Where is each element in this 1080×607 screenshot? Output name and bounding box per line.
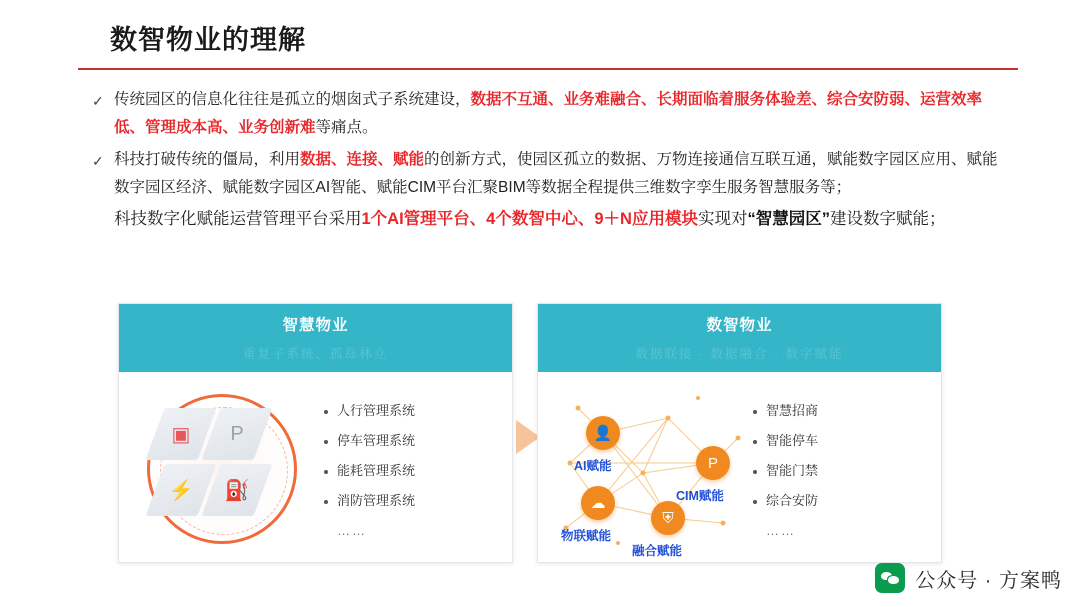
- card-smart-property: [118, 303, 513, 563]
- list-item: [753, 456, 923, 486]
- person-card-icon: ▣: [171, 423, 191, 446]
- list-item-label: 智能门禁: [766, 463, 819, 478]
- bullet-2-seg-2: 数据、连接、赋能: [300, 151, 425, 168]
- list-item-label: 综合安防: [766, 493, 819, 508]
- list-item: [324, 486, 494, 516]
- wechat-logo-icon: [875, 563, 905, 593]
- card-digital-property: [537, 303, 942, 563]
- card-left-header: [119, 304, 512, 372]
- list-item-label: 智慧招商: [766, 403, 819, 418]
- bullet-item-2: [92, 146, 1012, 202]
- node-iot-label: 物联赋能: [561, 529, 612, 543]
- node-ai-label: AI赋能: [574, 459, 612, 473]
- parking-icon: Ρ: [707, 454, 718, 472]
- list-item-label: 停车管理系统: [337, 433, 416, 448]
- list-item: [753, 486, 923, 516]
- watermark-text: 公众号 · 方案鸭: [915, 569, 1062, 592]
- card-left-title: 智慧物业: [282, 317, 349, 334]
- title-divider: [78, 68, 1018, 70]
- network-graphic: [548, 378, 763, 560]
- card-right-list: [753, 396, 923, 546]
- bullet-dot-icon: [753, 470, 757, 474]
- card-left-body: [119, 372, 512, 563]
- bullet-text-1: [114, 86, 1012, 142]
- plate-4: [202, 464, 273, 516]
- node-ai: [586, 416, 620, 450]
- list-item: [324, 396, 494, 426]
- watermark: [875, 563, 1062, 593]
- paragraph-3: [114, 204, 1012, 234]
- bullet-dot-icon: [753, 500, 757, 504]
- bullet-text-2: [114, 146, 1012, 202]
- bullet-list: [92, 86, 1012, 234]
- card-left-list: [324, 396, 494, 546]
- bullet-1-seg-2: 数据不互通、业务难融合、长期面临着服务体验差、综合安防弱、运营效率低、管理成本高、业务创新难: [114, 91, 983, 136]
- card-right-title: 数智物业: [706, 317, 773, 334]
- node-fusion: [651, 501, 685, 535]
- list-item: [753, 396, 923, 426]
- list-item-label: 人行管理系统: [337, 403, 416, 418]
- list-item-label: 智能停车: [766, 433, 819, 448]
- list-item: [753, 426, 923, 456]
- energy-icon: ⚡: [168, 479, 194, 502]
- bullet-item-1: [92, 86, 1012, 142]
- para3-seg-4: “智慧园区”: [747, 210, 830, 228]
- bullet-2-seg-1: 科技打破传统的僵局，利用: [114, 151, 301, 168]
- plate-2: [202, 408, 273, 460]
- page-title: 数智物业的理解: [110, 25, 306, 55]
- bullet-dot-icon: [324, 410, 328, 414]
- para3-seg-3: 实现对: [697, 210, 748, 228]
- node-cim: [696, 446, 730, 480]
- list-item: [324, 456, 494, 486]
- bullet-dot-icon: [324, 440, 328, 444]
- bullet-dot-icon: [753, 440, 757, 444]
- node-cim-label: CIM赋能: [676, 489, 724, 503]
- list-item: ……: [337, 523, 367, 538]
- para3-seg-5: 建设数字赋能；: [829, 210, 946, 228]
- para3-seg-1: 科技数字化赋能运营管理平台采用: [114, 210, 362, 228]
- bullet-dot-icon: [324, 470, 328, 474]
- bullet-2-seg-3: 的创新方式，使园区孤立的数据、万物连接通信互联互通，赋能数字园区应用、赋能数字园区经济、赋能数字园区AI智能、赋能CIM平台汇聚BIM等数据全程提供三维数字孪生服务智慧服务等；: [114, 151, 998, 196]
- person-icon: 👤: [593, 425, 613, 442]
- list-item-label: 能耗管理系统: [337, 463, 416, 478]
- list-item: ……: [766, 523, 796, 538]
- cloud-icon: ☁: [590, 495, 606, 512]
- shield-icon: ⛨: [662, 509, 674, 527]
- node-fusion-label: 融合赋能: [632, 544, 683, 558]
- card-left-subtitle: 重复子系统、孤岛林立: [242, 347, 388, 361]
- bullet-1-seg-1: 传统园区的信息化往往是孤立的烟囱式子系统建设，: [114, 91, 471, 108]
- bullet-dot-icon: [324, 500, 328, 504]
- card-right-header: [538, 304, 941, 372]
- parking-icon: Ρ: [230, 422, 244, 445]
- para3-seg-2: 1个AI管理平台、4个数智中心、9＋N应用模块: [361, 210, 698, 228]
- check-icon: ✓: [92, 93, 104, 109]
- node-iot: [581, 486, 615, 520]
- check-icon: ✓: [92, 153, 104, 169]
- card-right-subtitle: 数据联接 · 数据融合 · 数字赋能: [635, 347, 844, 361]
- bullet-1-seg-3: 等痛点。: [315, 119, 378, 136]
- card-right-body: [538, 372, 941, 563]
- list-item: [324, 426, 494, 456]
- fire-icon: ⛽: [224, 479, 250, 502]
- bullet-dot-icon: [753, 410, 757, 414]
- list-item-label: 消防管理系统: [337, 493, 416, 508]
